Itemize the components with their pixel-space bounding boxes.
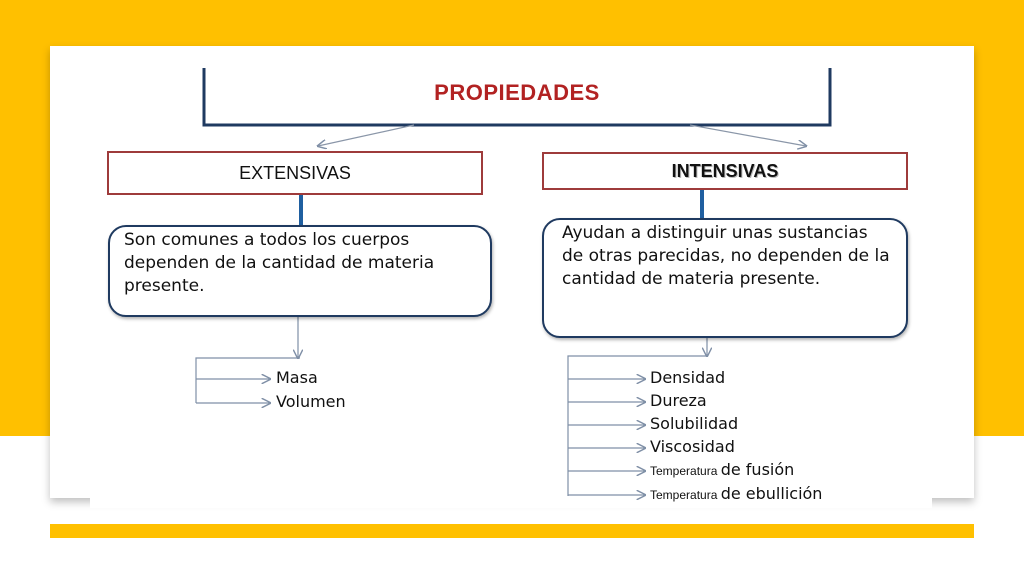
intensivas-item-prefix: Temperatura bbox=[650, 464, 721, 478]
intensivas-box bbox=[542, 152, 908, 190]
extensivas-item: Masa bbox=[276, 368, 318, 387]
arrow-to-extensivas bbox=[318, 125, 414, 146]
intensivas-item-text: de fusión bbox=[720, 460, 795, 479]
extensivas-item: Volumen bbox=[276, 392, 346, 411]
intensivas-item-text: Solubilidad bbox=[650, 414, 739, 433]
intensivas-item-text: Densidad bbox=[650, 368, 726, 387]
intensivas-item bbox=[650, 414, 738, 433]
intensivas-item bbox=[650, 460, 794, 479]
arrow-to-intensivas bbox=[690, 125, 806, 146]
extensivas-description: Son comunes a todos los cuerpos dependen de la cantidad de materia presente. bbox=[108, 225, 492, 317]
extensivas-box bbox=[107, 151, 483, 195]
intensivas-item bbox=[650, 368, 725, 387]
extensivas-label: EXTENSIVAS bbox=[239, 162, 351, 183]
intensivas-description: Ayudan a distinguir unas sustancias de otras parecidas, no dependen de la cantidad de materia presente. bbox=[542, 218, 908, 338]
intensivas-item-text: de ebullición bbox=[720, 484, 823, 503]
intensivas-label: INTENSIVAS bbox=[671, 160, 779, 181]
intensivas-item-text: Viscosidad bbox=[650, 437, 735, 456]
intensivas-item bbox=[650, 437, 735, 456]
intensivas-item-prefix: Temperatura bbox=[650, 488, 721, 502]
intensivas-item-text: Dureza bbox=[650, 391, 707, 410]
diagram-title: PROPIEDADES bbox=[434, 80, 600, 105]
intensivas-item bbox=[650, 484, 822, 503]
intensivas-item bbox=[650, 391, 707, 410]
